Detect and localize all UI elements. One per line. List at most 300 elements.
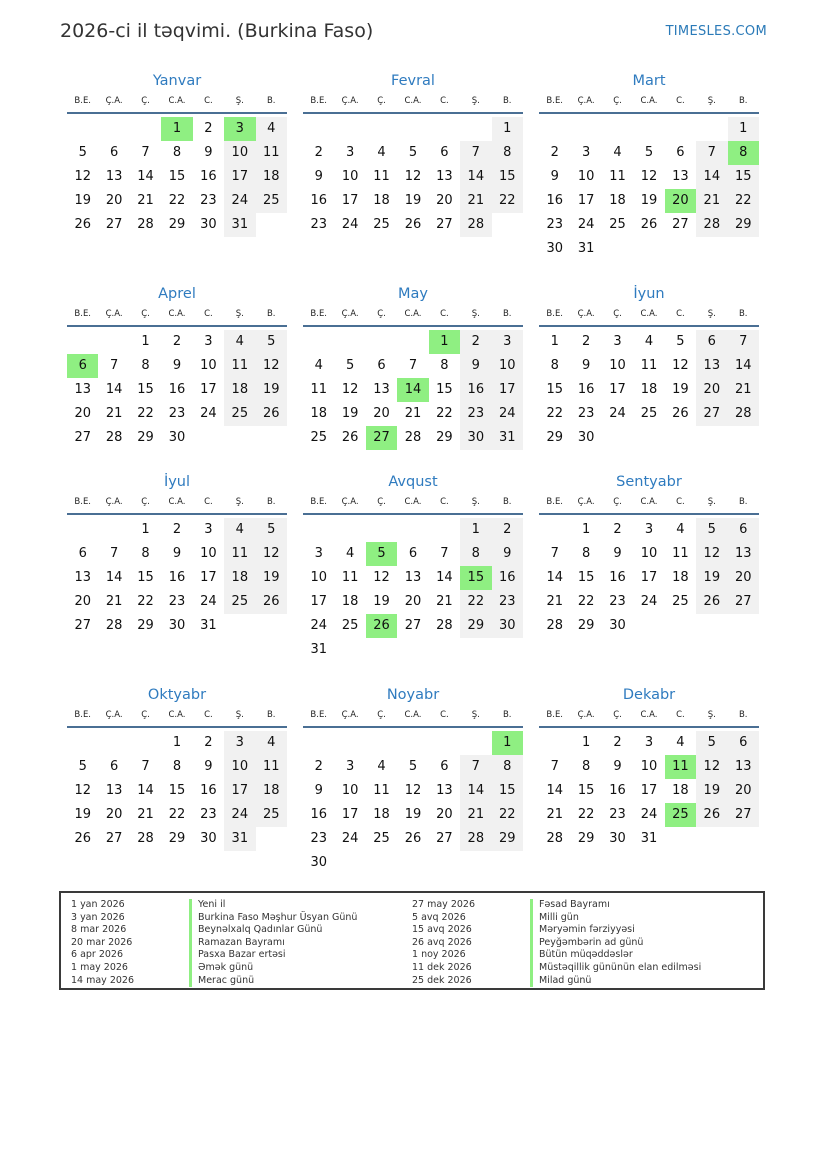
day-cell[interactable]: 9 <box>613 546 622 561</box>
day-cell[interactable]: 20 <box>105 807 123 822</box>
day-cell[interactable]: 2 <box>492 518 523 542</box>
day-cell[interactable]: 5 <box>78 759 87 774</box>
day-cell[interactable]: 27 <box>728 803 759 827</box>
day-cell[interactable]: 5 <box>644 145 654 160</box>
day-cell[interactable]: 14 <box>397 378 428 402</box>
day-cell[interactable]: 3 <box>613 334 622 349</box>
day-cell[interactable]: 17 <box>224 165 255 189</box>
day-cell[interactable]: 26 <box>74 831 91 846</box>
day-cell[interactable]: 1 <box>460 518 491 542</box>
day-cell[interactable]: 29 <box>492 827 523 851</box>
day-cell[interactable]: 13 <box>436 783 453 798</box>
day-cell[interactable]: 15 <box>168 783 186 798</box>
day-cell[interactable]: 8 <box>141 546 150 561</box>
day-cell[interactable]: 10 <box>577 169 595 184</box>
day-cell[interactable]: 19 <box>74 193 91 208</box>
day-cell[interactable]: 7 <box>696 141 727 165</box>
day-cell[interactable]: 16 <box>310 807 327 822</box>
day-cell[interactable]: 28 <box>460 827 491 851</box>
day-cell[interactable]: 24 <box>310 618 327 633</box>
day-cell[interactable]: 31 <box>310 642 327 657</box>
day-cell[interactable]: 15 <box>460 566 491 590</box>
day-cell[interactable]: 31 <box>492 426 523 450</box>
day-cell[interactable]: 29 <box>546 430 563 445</box>
day-cell[interactable]: 16 <box>609 783 626 798</box>
day-cell[interactable]: 15 <box>577 570 595 585</box>
day-cell[interactable]: 21 <box>546 807 563 822</box>
day-cell[interactable]: 9 <box>314 783 323 798</box>
day-cell[interactable]: 10 <box>200 546 217 561</box>
day-cell[interactable]: 23 <box>609 807 626 822</box>
day-cell[interactable]: 2 <box>460 330 491 354</box>
day-cell[interactable]: 6 <box>109 145 119 160</box>
day-cell[interactable]: 25 <box>373 831 390 846</box>
day-cell[interactable]: 17 <box>492 378 523 402</box>
day-cell[interactable]: 21 <box>460 189 491 213</box>
day-cell[interactable]: 11 <box>373 783 390 798</box>
day-cell[interactable]: 14 <box>137 783 154 798</box>
day-cell[interactable]: 8 <box>550 358 559 373</box>
day-cell[interactable]: 22 <box>436 406 453 421</box>
day-cell[interactable]: 31 <box>200 618 217 633</box>
day-cell[interactable]: 5 <box>366 542 397 566</box>
day-cell[interactable]: 1 <box>581 522 591 537</box>
day-cell[interactable]: 13 <box>436 169 453 184</box>
day-cell[interactable]: 10 <box>200 358 217 373</box>
day-cell[interactable]: 16 <box>200 169 217 184</box>
day-cell[interactable]: 12 <box>696 542 727 566</box>
day-cell[interactable]: 7 <box>460 755 491 779</box>
day-cell[interactable]: 2 <box>613 735 622 750</box>
day-cell[interactable]: 26 <box>256 590 287 614</box>
day-cell[interactable]: 4 <box>224 518 255 542</box>
day-cell[interactable]: 26 <box>696 803 727 827</box>
day-cell[interactable]: 14 <box>105 382 123 397</box>
day-cell[interactable]: 30 <box>310 855 327 870</box>
day-cell[interactable]: 21 <box>105 406 123 421</box>
day-cell[interactable]: 22 <box>168 193 186 208</box>
day-cell[interactable]: 10 <box>640 759 658 774</box>
day-cell[interactable]: 24 <box>492 402 523 426</box>
day-cell[interactable]: 5 <box>256 330 287 354</box>
day-cell[interactable]: 15 <box>436 382 453 397</box>
day-cell[interactable]: 8 <box>492 755 523 779</box>
day-cell[interactable]: 31 <box>640 831 658 846</box>
day-cell[interactable]: 9 <box>314 169 323 184</box>
day-cell[interactable]: 29 <box>168 831 186 846</box>
day-cell[interactable]: 11 <box>341 570 359 585</box>
day-cell[interactable]: 14 <box>546 570 563 585</box>
day-cell[interactable]: 6 <box>67 354 98 378</box>
day-cell[interactable]: 11 <box>373 169 390 184</box>
day-cell[interactable]: 25 <box>341 618 359 633</box>
day-cell[interactable]: 14 <box>546 783 563 798</box>
day-cell[interactable]: 20 <box>436 807 453 822</box>
day-cell[interactable]: 22 <box>168 807 186 822</box>
day-cell[interactable]: 23 <box>168 594 186 609</box>
day-cell[interactable]: 9 <box>172 358 182 373</box>
day-cell[interactable]: 26 <box>256 402 287 426</box>
day-cell[interactable]: 19 <box>256 378 287 402</box>
day-cell[interactable]: 28 <box>105 430 123 445</box>
day-cell[interactable]: 10 <box>224 141 255 165</box>
day-cell[interactable]: 20 <box>105 193 123 208</box>
day-cell[interactable]: 12 <box>256 354 287 378</box>
day-cell[interactable]: 15 <box>577 783 595 798</box>
day-cell[interactable]: 22 <box>137 594 154 609</box>
day-cell[interactable]: 9 <box>581 358 591 373</box>
day-cell[interactable]: 1 <box>429 330 460 354</box>
day-cell[interactable]: 25 <box>665 803 696 827</box>
day-cell[interactable]: 23 <box>609 594 626 609</box>
day-cell[interactable]: 15 <box>492 165 523 189</box>
day-cell[interactable]: 5 <box>408 145 418 160</box>
day-cell[interactable]: 1 <box>728 117 759 141</box>
day-cell[interactable]: 29 <box>728 213 759 237</box>
day-cell[interactable]: 6 <box>408 546 418 561</box>
day-cell[interactable]: 1 <box>492 117 523 141</box>
day-cell[interactable]: 14 <box>696 165 727 189</box>
day-cell[interactable]: 27 <box>436 831 453 846</box>
day-cell[interactable]: 5 <box>696 518 727 542</box>
day-cell[interactable]: 29 <box>577 831 595 846</box>
day-cell[interactable]: 3 <box>644 735 654 750</box>
day-cell[interactable]: 12 <box>640 169 658 184</box>
day-cell[interactable]: 30 <box>492 614 523 638</box>
day-cell[interactable]: 26 <box>404 217 422 232</box>
day-cell[interactable]: 4 <box>676 735 685 750</box>
day-cell[interactable]: 6 <box>676 145 685 160</box>
day-cell[interactable]: 17 <box>640 783 658 798</box>
day-cell[interactable]: 18 <box>672 570 689 585</box>
day-cell[interactable]: 15 <box>137 382 154 397</box>
day-cell[interactable]: 12 <box>404 169 422 184</box>
day-cell[interactable]: 7 <box>550 759 559 774</box>
day-cell[interactable]: 11 <box>310 382 327 397</box>
day-cell[interactable]: 14 <box>460 165 491 189</box>
day-cell[interactable]: 6 <box>728 731 759 755</box>
day-cell[interactable]: 2 <box>613 522 622 537</box>
day-cell[interactable]: 6 <box>109 759 119 774</box>
day-cell[interactable]: 22 <box>546 406 563 421</box>
day-cell[interactable]: 9 <box>204 759 213 774</box>
day-cell[interactable]: 27 <box>404 618 422 633</box>
day-cell[interactable]: 2 <box>204 735 213 750</box>
day-cell[interactable]: 15 <box>728 165 759 189</box>
day-cell[interactable]: 30 <box>460 426 491 450</box>
day-cell[interactable]: 23 <box>310 217 327 232</box>
day-cell[interactable]: 1 <box>161 117 192 141</box>
day-cell[interactable]: 28 <box>137 831 154 846</box>
day-cell[interactable]: 22 <box>577 594 595 609</box>
day-cell[interactable]: 25 <box>640 406 658 421</box>
day-cell[interactable]: 13 <box>373 382 390 397</box>
day-cell[interactable]: 4 <box>314 358 323 373</box>
day-cell[interactable]: 20 <box>373 406 390 421</box>
day-cell[interactable]: 21 <box>436 594 453 609</box>
day-cell[interactable]: 31 <box>577 241 595 256</box>
site-link[interactable]: TIMESLES.COM <box>665 24 767 39</box>
day-cell[interactable]: 25 <box>224 590 255 614</box>
day-cell[interactable]: 4 <box>644 334 654 349</box>
day-cell[interactable]: 3 <box>314 546 323 561</box>
day-cell[interactable]: 26 <box>404 831 422 846</box>
day-cell[interactable]: 18 <box>672 783 689 798</box>
day-cell[interactable]: 6 <box>377 358 386 373</box>
day-cell[interactable]: 21 <box>728 378 759 402</box>
day-cell[interactable]: 4 <box>256 731 287 755</box>
day-cell[interactable]: 20 <box>436 193 453 208</box>
day-cell[interactable]: 11 <box>665 755 696 779</box>
day-cell[interactable]: 10 <box>341 783 359 798</box>
day-cell[interactable]: 23 <box>546 217 563 232</box>
day-cell[interactable]: 3 <box>204 334 213 349</box>
day-cell[interactable]: 28 <box>728 402 759 426</box>
day-cell[interactable]: 30 <box>609 618 626 633</box>
day-cell[interactable]: 26 <box>672 406 689 421</box>
day-cell[interactable]: 22 <box>492 189 523 213</box>
day-cell[interactable]: 17 <box>609 382 626 397</box>
day-cell[interactable]: 12 <box>696 755 727 779</box>
day-cell[interactable]: 23 <box>200 193 217 208</box>
day-cell[interactable]: 3 <box>492 330 523 354</box>
day-cell[interactable]: 30 <box>200 217 217 232</box>
day-cell[interactable]: 8 <box>728 141 759 165</box>
day-cell[interactable]: 30 <box>168 618 186 633</box>
day-cell[interactable]: 18 <box>256 779 287 803</box>
day-cell[interactable]: 10 <box>640 546 658 561</box>
day-cell[interactable]: 24 <box>224 803 255 827</box>
day-cell[interactable]: 15 <box>168 169 186 184</box>
day-cell[interactable]: 23 <box>310 831 327 846</box>
day-cell[interactable]: 18 <box>373 807 390 822</box>
day-cell[interactable]: 9 <box>204 145 213 160</box>
day-cell[interactable]: 15 <box>492 779 523 803</box>
day-cell[interactable]: 27 <box>74 618 91 633</box>
day-cell[interactable]: 1 <box>141 334 150 349</box>
day-cell[interactable]: 19 <box>373 594 390 609</box>
day-cell[interactable]: 18 <box>341 594 359 609</box>
day-cell[interactable]: 30 <box>168 430 186 445</box>
day-cell[interactable]: 24 <box>200 406 217 421</box>
day-cell[interactable]: 4 <box>377 759 386 774</box>
day-cell[interactable]: 14 <box>728 354 759 378</box>
day-cell[interactable]: 28 <box>460 213 491 237</box>
day-cell[interactable]: 12 <box>256 542 287 566</box>
day-cell[interactable]: 15 <box>546 382 563 397</box>
day-cell[interactable]: 3 <box>644 522 654 537</box>
day-cell[interactable]: 6 <box>696 330 727 354</box>
day-cell[interactable]: 9 <box>492 542 523 566</box>
day-cell[interactable]: 22 <box>728 189 759 213</box>
day-cell[interactable]: 23 <box>577 406 595 421</box>
day-cell[interactable]: 21 <box>105 594 123 609</box>
day-cell[interactable]: 21 <box>137 807 154 822</box>
day-cell[interactable]: 12 <box>404 783 422 798</box>
day-cell[interactable]: 28 <box>546 831 563 846</box>
day-cell[interactable]: 16 <box>460 378 491 402</box>
day-cell[interactable]: 10 <box>341 169 359 184</box>
day-cell[interactable]: 30 <box>577 430 595 445</box>
day-cell[interactable]: 28 <box>404 430 422 445</box>
day-cell[interactable]: 19 <box>74 807 91 822</box>
day-cell[interactable]: 19 <box>640 193 658 208</box>
day-cell[interactable]: 4 <box>345 546 355 561</box>
day-cell[interactable]: 9 <box>613 759 622 774</box>
day-cell[interactable]: 27 <box>696 402 727 426</box>
day-cell[interactable]: 15 <box>137 570 154 585</box>
day-cell[interactable]: 11 <box>256 755 287 779</box>
day-cell[interactable]: 11 <box>224 542 255 566</box>
day-cell[interactable]: 12 <box>373 570 390 585</box>
day-cell[interactable]: 2 <box>172 334 182 349</box>
day-cell[interactable]: 24 <box>577 217 595 232</box>
day-cell[interactable]: 18 <box>256 165 287 189</box>
day-cell[interactable]: 1 <box>550 334 559 349</box>
day-cell[interactable]: 14 <box>460 779 491 803</box>
day-cell[interactable]: 25 <box>672 594 689 609</box>
day-cell[interactable]: 4 <box>256 117 287 141</box>
day-cell[interactable]: 11 <box>224 354 255 378</box>
day-cell[interactable]: 8 <box>172 759 182 774</box>
day-cell[interactable]: 10 <box>224 755 255 779</box>
day-cell[interactable]: 16 <box>609 570 626 585</box>
day-cell[interactable]: 17 <box>200 570 217 585</box>
day-cell[interactable]: 26 <box>74 217 91 232</box>
day-cell[interactable]: 24 <box>341 831 359 846</box>
day-cell[interactable]: 26 <box>366 614 397 638</box>
day-cell[interactable]: 11 <box>609 169 626 184</box>
day-cell[interactable]: 6 <box>440 145 449 160</box>
day-cell[interactable]: 12 <box>341 382 359 397</box>
day-cell[interactable]: 25 <box>310 430 327 445</box>
day-cell[interactable]: 1 <box>172 735 182 750</box>
day-cell[interactable]: 27 <box>672 217 689 232</box>
day-cell[interactable]: 26 <box>696 590 727 614</box>
day-cell[interactable]: 2 <box>314 145 323 160</box>
day-cell[interactable]: 1 <box>141 522 150 537</box>
day-cell[interactable]: 16 <box>577 382 595 397</box>
day-cell[interactable]: 10 <box>492 354 523 378</box>
day-cell[interactable]: 24 <box>224 189 255 213</box>
day-cell[interactable]: 3 <box>204 522 213 537</box>
day-cell[interactable]: 13 <box>728 755 759 779</box>
day-cell[interactable]: 16 <box>168 382 186 397</box>
day-cell[interactable]: 13 <box>728 542 759 566</box>
day-cell[interactable]: 30 <box>200 831 217 846</box>
day-cell[interactable]: 2 <box>314 759 323 774</box>
day-cell[interactable]: 28 <box>137 217 154 232</box>
day-cell[interactable]: 26 <box>341 430 359 445</box>
day-cell[interactable]: 8 <box>172 145 182 160</box>
day-cell[interactable]: 24 <box>609 406 626 421</box>
day-cell[interactable]: 13 <box>672 169 689 184</box>
day-cell[interactable]: 9 <box>550 169 559 184</box>
day-cell[interactable]: 24 <box>640 594 658 609</box>
day-cell[interactable]: 31 <box>224 827 255 851</box>
day-cell[interactable]: 1 <box>581 735 591 750</box>
day-cell[interactable]: 16 <box>310 193 327 208</box>
day-cell[interactable]: 7 <box>141 145 150 160</box>
day-cell[interactable]: 21 <box>696 189 727 213</box>
day-cell[interactable]: 25 <box>256 189 287 213</box>
day-cell[interactable]: 14 <box>137 169 154 184</box>
day-cell[interactable]: 3 <box>345 145 355 160</box>
day-cell[interactable]: 7 <box>109 546 119 561</box>
day-cell[interactable]: 2 <box>172 522 182 537</box>
day-cell[interactable]: 20 <box>404 594 422 609</box>
day-cell[interactable]: 16 <box>168 570 186 585</box>
day-cell[interactable]: 27 <box>74 430 91 445</box>
day-cell[interactable]: 2 <box>581 334 591 349</box>
day-cell[interactable]: 9 <box>460 354 491 378</box>
day-cell[interactable]: 7 <box>440 546 449 561</box>
day-cell[interactable]: 17 <box>310 594 327 609</box>
day-cell[interactable]: 11 <box>256 141 287 165</box>
day-cell[interactable]: 23 <box>200 807 217 822</box>
day-cell[interactable]: 3 <box>345 759 355 774</box>
day-cell[interactable]: 19 <box>341 406 359 421</box>
day-cell[interactable]: 24 <box>341 217 359 232</box>
day-cell[interactable]: 21 <box>546 594 563 609</box>
day-cell[interactable]: 19 <box>404 807 422 822</box>
day-cell[interactable]: 24 <box>200 594 217 609</box>
day-cell[interactable]: 13 <box>105 169 123 184</box>
day-cell[interactable]: 27 <box>436 217 453 232</box>
day-cell[interactable]: 2 <box>204 121 213 136</box>
day-cell[interactable]: 18 <box>310 406 327 421</box>
day-cell[interactable]: 21 <box>404 406 422 421</box>
day-cell[interactable]: 13 <box>74 382 91 397</box>
day-cell[interactable]: 29 <box>436 430 453 445</box>
day-cell[interactable]: 27 <box>366 426 397 450</box>
day-cell[interactable]: 25 <box>256 803 287 827</box>
day-cell[interactable]: 3 <box>224 731 255 755</box>
day-cell[interactable]: 17 <box>640 570 658 585</box>
day-cell[interactable]: 20 <box>696 378 727 402</box>
day-cell[interactable]: 20 <box>665 189 696 213</box>
day-cell[interactable]: 29 <box>168 217 186 232</box>
day-cell[interactable]: 16 <box>546 193 563 208</box>
day-cell[interactable]: 5 <box>78 145 87 160</box>
day-cell[interactable]: 4 <box>613 145 622 160</box>
day-cell[interactable]: 17 <box>341 807 359 822</box>
day-cell[interactable]: 13 <box>74 570 91 585</box>
day-cell[interactable]: 25 <box>224 402 255 426</box>
day-cell[interactable]: 19 <box>256 566 287 590</box>
day-cell[interactable]: 28 <box>436 618 453 633</box>
day-cell[interactable]: 13 <box>105 783 123 798</box>
day-cell[interactable]: 19 <box>696 566 727 590</box>
day-cell[interactable]: 25 <box>609 217 626 232</box>
day-cell[interactable]: 22 <box>137 406 154 421</box>
day-cell[interactable]: 19 <box>696 779 727 803</box>
day-cell[interactable]: 23 <box>492 590 523 614</box>
day-cell[interactable]: 28 <box>546 618 563 633</box>
day-cell[interactable]: 18 <box>373 193 390 208</box>
day-cell[interactable]: 12 <box>74 783 91 798</box>
day-cell[interactable]: 4 <box>676 522 685 537</box>
day-cell[interactable]: 7 <box>109 358 119 373</box>
day-cell[interactable]: 17 <box>577 193 595 208</box>
day-cell[interactable]: 5 <box>345 358 355 373</box>
day-cell[interactable]: 13 <box>696 354 727 378</box>
day-cell[interactable]: 5 <box>676 334 685 349</box>
day-cell[interactable]: 20 <box>74 594 91 609</box>
day-cell[interactable]: 3 <box>581 145 591 160</box>
day-cell[interactable]: 10 <box>310 570 327 585</box>
day-cell[interactable]: 21 <box>460 803 491 827</box>
